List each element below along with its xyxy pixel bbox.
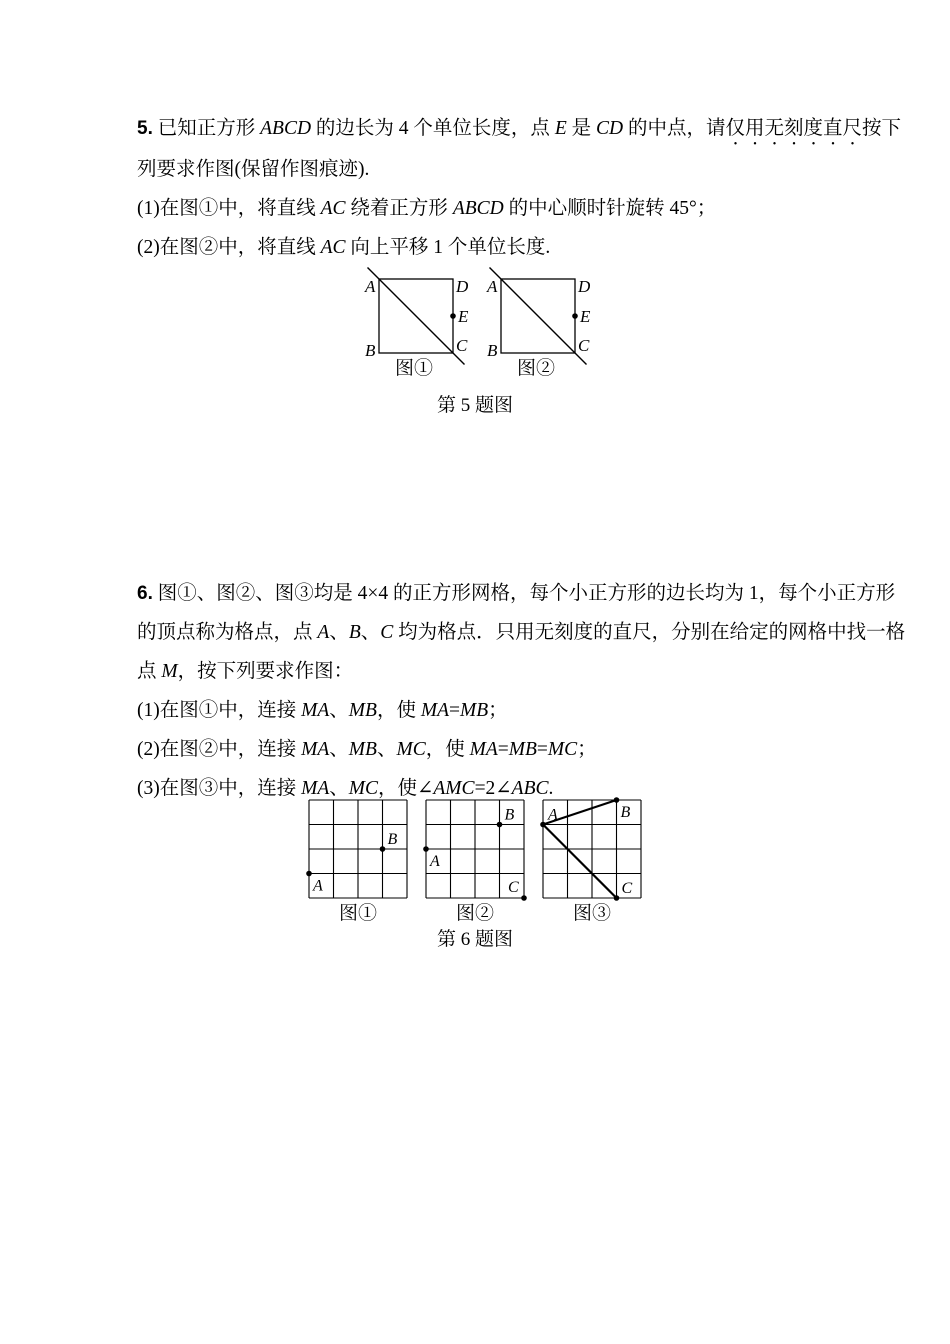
point-label-A: A [313, 877, 323, 895]
text-segment: . [548, 778, 554, 799]
text-segment: ABCD [260, 118, 312, 139]
text-segment: 、 [376, 739, 397, 760]
lattice-point-A [540, 822, 546, 828]
text-segment: B [348, 622, 361, 643]
text-segment: = [497, 739, 509, 760]
text-segment: MB [460, 700, 489, 721]
grid-caption-3: 图③ [572, 903, 611, 924]
problem-5-text [137, 109, 902, 267]
grid-diagram-1 [305, 796, 411, 902]
text-segment: 是 [566, 118, 596, 139]
text-segment: 按下 [862, 118, 902, 139]
vertex-label-C: C [456, 336, 468, 355]
figure-6-main-caption: 第 6 题图 [436, 929, 513, 950]
text-segment: (2)在图②中，将直线 [137, 237, 321, 258]
text-segment: 列要求作图(保留作图痕迹). [137, 159, 370, 180]
square-diagram-2 [479, 267, 593, 367]
text-segment: AC [320, 237, 346, 258]
vertex-label-B: B [365, 341, 376, 360]
grid-figure-svg [539, 796, 645, 902]
text-segment: 绕着正方形 [345, 198, 453, 219]
text-segment: MA [420, 700, 449, 721]
figure-5-square-2 [479, 267, 593, 379]
text-segment: 点 [137, 661, 162, 682]
grid-figure-svg [422, 796, 528, 902]
grid-figure-svg [305, 796, 411, 902]
text-segment: = [449, 700, 460, 721]
lattice-point-B [614, 797, 620, 803]
text-segment: 、 [329, 700, 349, 721]
text-line [137, 652, 877, 691]
text-segment: C [380, 622, 394, 643]
text-segment: ； [488, 700, 508, 721]
text-segment: =2∠ [474, 778, 512, 799]
grid-caption-2: 图② [455, 903, 494, 924]
problem-6-text [137, 574, 906, 808]
figure-6-grid-1 [305, 796, 411, 924]
point-label-A: A [430, 853, 440, 870]
connecting-segment [543, 825, 617, 899]
text-segment: MB [348, 700, 377, 721]
text-line [137, 109, 902, 150]
vertex-label-B: B [487, 341, 498, 360]
text-segment: MC [396, 739, 426, 760]
figure-6-grid-2 [422, 796, 528, 924]
point-label-A: A [548, 806, 558, 824]
text-segment: MA [301, 739, 330, 760]
point-label-C: C [621, 880, 633, 897]
square-diagram-1 [357, 267, 471, 367]
text-segment: 的边长为 4 个单位长度，点 [311, 118, 555, 139]
text-segment: MC [547, 739, 578, 760]
text-segment: MA [469, 739, 498, 760]
text-line [137, 189, 877, 228]
text-segment: = [536, 739, 548, 760]
text-segment: (1)在图①中，将直线 [137, 198, 321, 219]
grid-diagram-2 [422, 796, 528, 902]
text-segment: 仅用无刻度直尺 [725, 118, 862, 139]
figure-5-square-1 [357, 267, 471, 379]
text-segment: MA [301, 700, 330, 721]
text-segment: MB [508, 739, 537, 760]
text-segment: MB [348, 739, 377, 760]
text-segment: 向上平移 1 个单位长度. [345, 237, 551, 258]
text-segment: ； [577, 739, 597, 760]
text-segment: 6. [137, 583, 153, 604]
text-segment: ABC [511, 778, 549, 799]
text-segment: 、 [329, 739, 349, 760]
grid-diagram-3 [539, 796, 645, 902]
point-label-B: B [620, 804, 631, 821]
vertex-label-A: A [487, 277, 498, 296]
text-segment: (2)在图②中，连接 [137, 739, 302, 760]
point-label-B: B [387, 831, 398, 848]
figure-6-row [0, 796, 950, 924]
text-segment: AMC [433, 778, 475, 799]
vertex-label-D: D [578, 277, 591, 296]
lattice-point-B [497, 822, 503, 828]
text-line [137, 574, 896, 613]
text-line [137, 691, 877, 730]
text-line [137, 228, 877, 267]
figure-6-grid-3 [539, 796, 645, 924]
text-segment: ABCD [452, 198, 504, 219]
lattice-point-C [521, 895, 527, 901]
text-segment: MA [301, 778, 330, 799]
text-segment: 的顶点称为格点，点 [137, 622, 318, 643]
lattice-point-C [614, 895, 620, 901]
midpoint-E-dot [572, 313, 578, 319]
text-line [137, 613, 906, 652]
text-segment: 图①、图②、图③均是 4×4 的正方形网格，每个小正方形的边长均为 1，每个小正方形 [152, 583, 896, 604]
text-segment: 已知正方形 [152, 118, 261, 139]
midpoint-E-dot [450, 313, 456, 319]
text-segment: AC [320, 198, 346, 219]
figure-caption-1: 图① [394, 358, 433, 379]
figure-5-row [0, 267, 950, 379]
lattice-point-A [306, 871, 312, 877]
figure-caption-2: 图② [516, 358, 555, 379]
text-segment: ，使 [425, 739, 470, 760]
vertex-label-D: D [456, 277, 469, 296]
text-segment: 的中点，请 [623, 118, 726, 139]
text-segment: E [554, 118, 567, 139]
text-segment: 、 [329, 622, 349, 643]
lattice-point-A [423, 846, 429, 852]
vertex-label-C: C [578, 336, 590, 355]
text-line [137, 150, 877, 189]
text-segment: CD [596, 118, 624, 139]
text-segment: (1)在图①中，连接 [137, 700, 302, 721]
text-segment: M [161, 661, 178, 682]
text-segment: MC [348, 778, 379, 799]
point-label-E: E [458, 307, 469, 326]
text-segment: 的中心顺时针旋转 45°； [503, 198, 717, 219]
point-label-B: B [504, 806, 515, 824]
text-segment: ，使∠ [378, 778, 434, 799]
diagonal-line-AC [368, 268, 465, 365]
text-segment: ，使 [376, 700, 421, 721]
square-figure-svg [357, 267, 471, 367]
text-segment: 、 [360, 622, 381, 643]
text-segment: 5. [137, 118, 153, 139]
grid-caption-1: 图① [338, 903, 377, 924]
text-line [137, 730, 877, 769]
diagonal-line-AC [490, 268, 587, 365]
text-segment: A [317, 622, 330, 643]
vertex-label-A: A [365, 277, 376, 296]
text-segment: (3)在图③中，连接 [137, 778, 302, 799]
point-label-C: C [508, 879, 519, 896]
text-segment: 均为格点．只用无刻度的直尺，分别在给定的网格中找一格 [393, 622, 906, 643]
figure-5-main-caption: 第 5 题图 [436, 395, 513, 416]
text-segment: 、 [329, 778, 349, 799]
text-segment: ，按下列要求作图： [177, 661, 354, 682]
square-figure-svg [479, 267, 593, 367]
lattice-point-B [380, 846, 386, 852]
point-label-E: E [580, 307, 591, 326]
